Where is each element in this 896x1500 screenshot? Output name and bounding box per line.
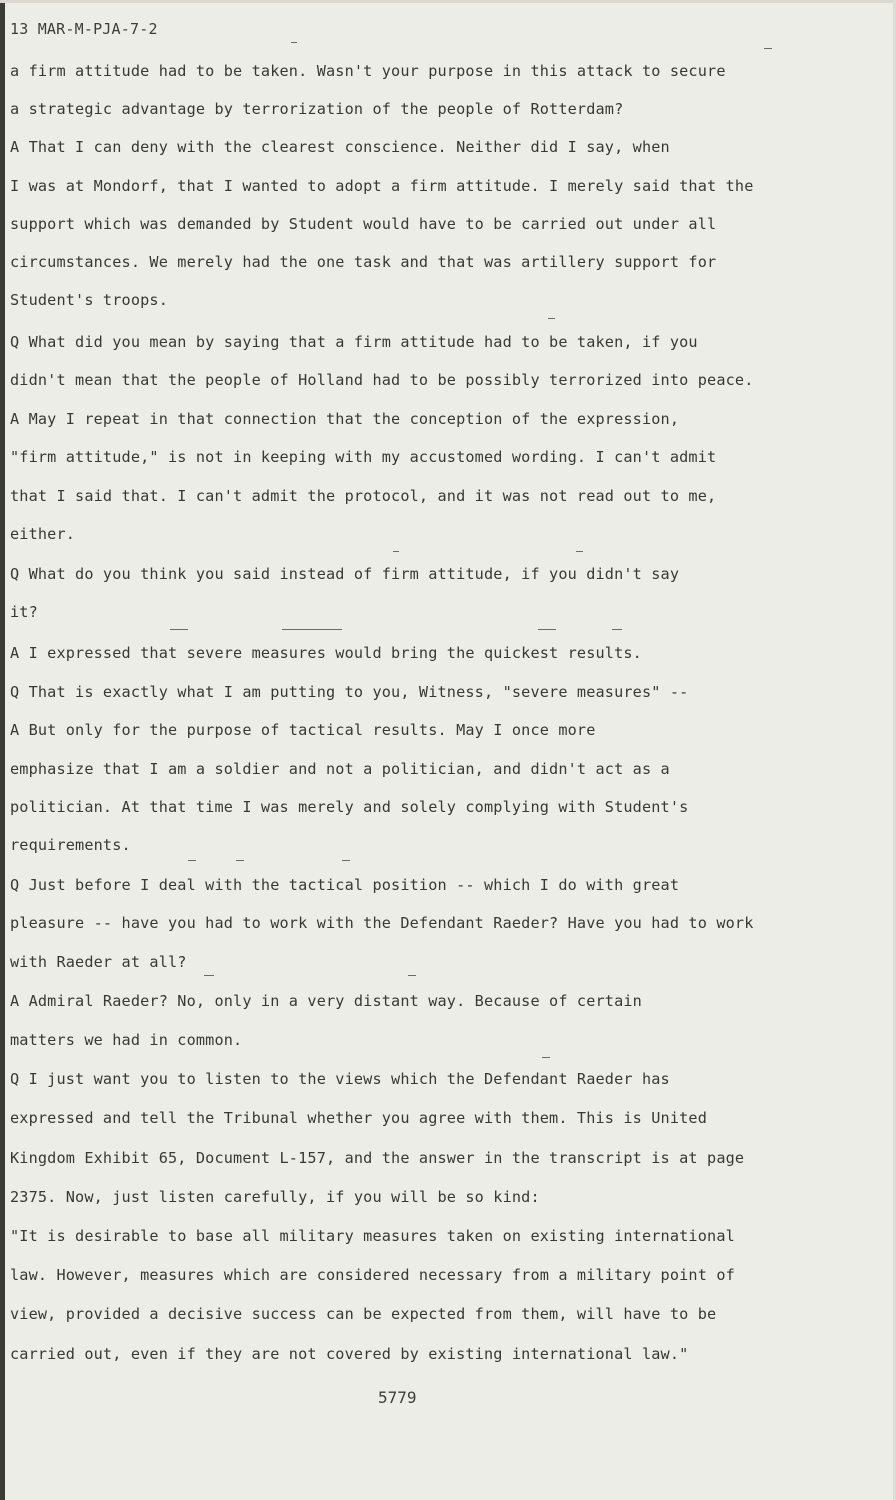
text-line-26: matters we had in common. (10, 1031, 243, 1049)
stray-mark (612, 629, 622, 630)
page-binding-edge (0, 0, 5, 1500)
text-line-27: Q I just want you to listen to the views which the Defendant Raeder has (10, 1070, 670, 1088)
stray-mark (282, 629, 342, 630)
stray-mark (170, 629, 188, 630)
stray-mark (291, 42, 297, 43)
text-line-25: A Admiral Raeder? No, only in a very distant way. Because of certain (10, 992, 642, 1010)
text-line-16: A I expressed that severe measures would bring the quickest results. (10, 644, 642, 662)
text-line-4: I was at Mondorf, that I wanted to adopt a firm attitude. I merely said that the (10, 177, 754, 195)
stray-mark (188, 860, 196, 861)
stray-mark (393, 551, 399, 552)
text-line-3: A That I can deny with the clearest conscience. Neither did I say, when (10, 138, 670, 156)
text-line-7: Student's troops. (10, 291, 168, 309)
page-number: 5779 (378, 1388, 417, 1407)
text-line-33: view, provided a decisive success can be expected from them, will have to be (10, 1305, 717, 1323)
text-line-11: "firm attitude," is not in keeping with my accustomed wording. I can't admit (10, 448, 717, 466)
text-line-15: it? (10, 603, 38, 621)
text-line-13: either. (10, 525, 76, 543)
text-line-34: carried out, even if they are not covered by existing international law." (10, 1345, 689, 1363)
text-line-21: requirements. (10, 836, 131, 854)
text-line-31: "It is desirable to base all military measures taken on existing international (10, 1227, 735, 1245)
page-top-edge (0, 0, 896, 3)
text-line-5: support which was demanded by Student would have to be carried out under all (10, 215, 717, 233)
document-header: 13 MAR-M-PJA-7-2 (10, 20, 158, 38)
text-line-23: pleasure -- have you had to work with the Defendant Raeder? Have you had to work (10, 914, 754, 932)
stray-mark (548, 318, 555, 319)
stray-mark (542, 1057, 550, 1058)
text-line-1: a firm attitude had to be taken. Wasn't your purpose in this attack to secure (10, 62, 726, 80)
text-line-32: law. However, measures which are considered necessary from a military point of (10, 1266, 735, 1284)
text-line-6: circumstances. We merely had the one task and that was artillery support for (10, 253, 717, 271)
text-line-17: Q That is exactly what I am putting to you, Witness, "severe measures" -- (10, 683, 689, 701)
stray-mark (236, 860, 244, 861)
text-line-12: that I said that. I can't admit the protocol, and it was not read out to me, (10, 487, 717, 505)
text-line-2: a strategic advantage by terrorization of the people of Rotterdam? (10, 100, 624, 118)
stray-mark (764, 48, 772, 49)
text-line-18: A But only for the purpose of tactical results. May I once more (10, 721, 596, 739)
text-line-24: with Raeder at all? (10, 953, 187, 971)
text-line-10: A May I repeat in that connection that the conception of the expression, (10, 410, 680, 428)
text-line-20: politician. At that time I was merely and solely complying with Student's (10, 798, 689, 816)
text-line-14: Q What do you think you said instead of firm attitude, if you didn't say (10, 565, 680, 583)
text-line-22: Q Just before I deal with the tactical position -- which I do with great (10, 876, 680, 894)
stray-mark (204, 975, 214, 976)
text-line-8: Q What did you mean by saying that a firm attitude had to be taken, if you (10, 333, 698, 351)
text-line-30: 2375. Now, just listen carefully, if you will be so kind: (10, 1188, 540, 1206)
text-line-9: didn't mean that the people of Holland had to be possibly terrorized into peace. (10, 371, 754, 389)
stray-mark (408, 975, 416, 976)
text-line-28: expressed and tell the Tribunal whether you agree with them. This is United (10, 1109, 708, 1127)
stray-mark (576, 551, 583, 552)
stray-mark (342, 860, 350, 861)
text-line-29: Kingdom Exhibit 65, Document L-157, and the answer in the transcript is at page (10, 1149, 745, 1167)
text-line-19: emphasize that I am a soldier and not a politician, and didn't act as a (10, 760, 670, 778)
stray-mark (538, 629, 556, 630)
